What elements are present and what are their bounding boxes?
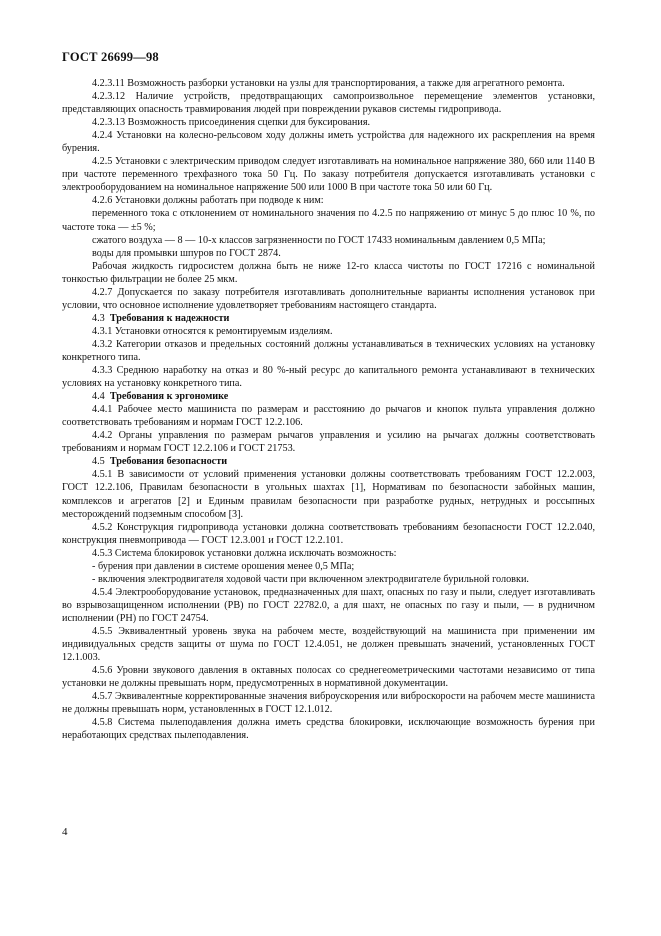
paragraph: 4.2.7 Допускается по заказу потребителя изготавливать дополнительные варианты исполнения установок при условии, что основное исполнение удовлетворяет требованиям настоящего стандарта. — [62, 286, 595, 311]
section-heading — [62, 455, 595, 468]
paragraph: воды для промывки шпуров по ГОСТ 2874. — [92, 247, 281, 259]
paragraph: Рабочая жидкость гидросистем должна быть не ниже 12-го класса чистоты по ГОСТ 17216 с номинальной тонкостью фильтрации не более 25 мкм. — [62, 260, 595, 285]
paragraph: 4.3.3 Среднюю наработку на отказ и 80 %-ный ресурс до капитального ремонта устанавливают в технических условиях на установку конкретного типа. — [62, 365, 595, 390]
paragraph: 4.2.5 Установки с электрическим приводом следует изготавливать на номинальное напряжение 380, 660 или 1140 В при частоте переменного трехфазного тока 50 Гц. По заказу потребителя допускается изготавливать установки с электрооборудованием на номинальное напряжение 500 или 1000 В при частоте тока 50 или 60 Гц. — [62, 156, 595, 194]
section-title: Требования безопасности — [109, 456, 228, 468]
section-heading — [62, 390, 595, 403]
section-title: Требования к надежности — [109, 312, 230, 324]
section-number: 4.5 — [92, 456, 105, 468]
paragraph: 4.2.3.11 Возможность разборки установки на узлы для транспортирования, а также для агрегатного ремонта. — [92, 78, 565, 89]
section-number: 4.4 — [92, 391, 105, 403]
paragraph: 4.2.6 Установки должны работать при подводе к ним: — [92, 195, 324, 207]
paragraph: переменного тока с отклонением от номинального значения по 4.2.5 по напряжению от минус 5 до плюс 10 %, по частоте тока — ±5 %; — [62, 208, 595, 233]
paragraph: 4.5.2 Конструкция гидропривода установки должна соответствовать требованиям безопасности ГОСТ 12.2.040, конструкция пневмопривода — ГОСТ 12.3.001 и ГОСТ 12.2.101. — [62, 521, 595, 546]
paragraph: 4.5.3 Система блокировок установки должна исключать возможность: — [92, 547, 397, 559]
paragraph: 4.2.4 Установки на колесно-рельсовом ходу должны иметь устройства для надежного их раскрепления на время бурения. — [62, 130, 595, 155]
paragraph: 4.3.1 Установки относятся к ремонтируемым изделиям. — [92, 325, 333, 337]
page-number: 4 — [62, 826, 68, 838]
section-title: Требования к эргономике — [109, 391, 229, 403]
paragraph: сжатого воздуха — 8 — 10-х классов загрязненности по ГОСТ 17433 номинальным давлением 0,5 МПа; — [92, 234, 546, 246]
paragraph: 4.3.2 Категории отказов и предельных состояний должны устанавливаться в технических условиях на установку конкретного типа. — [62, 338, 595, 363]
document-body — [62, 77, 595, 742]
paragraph: - бурения при давлении в системе орошения менее 0,5 МПа; — [92, 560, 355, 572]
paragraph: - включения электродвигателя ходовой части при включенном электродвигателе бурильной головки. — [92, 573, 529, 585]
paragraph: 4.5.5 Эквивалентный уровень звука на рабочем месте, воздействующий на машиниста при применении им индивидуальных средств защиты от шума по ГОСТ 12.4.051, не должен превышать значений, установленных ГОСТ 12.1.003. — [62, 625, 595, 664]
paragraph: 4.2.3.13 Возможность присоединения сцепки для буксирования. — [92, 117, 371, 129]
paragraph: 4.2.3.12 Наличие устройств, предотвращающих самопроизвольное перемещение элементов установки, представляющих опасность травмирования людей при повреждении рукавов системы гидропривода. — [62, 91, 595, 116]
paragraph: 4.4.2 Органы управления по размерам рычагов управления и усилию на рычагах должны соответствовать требованиям и нормам ГОСТ 12.2.106 и ГОСТ 21753. — [62, 430, 595, 455]
section-heading — [62, 312, 595, 325]
paragraph: 4.5.8 Система пылеподавления должна иметь средства блокировки, исключающие возможность бурения при неработающих средствах пылеподавления. — [62, 717, 595, 742]
paragraph: 4.4.1 Рабочее место машиниста по размерам и расстоянию до рычагов и кнопок пульта управления должно соответствовать требованиям и нормам ГОСТ 12.2.106. — [62, 404, 595, 429]
paragraph: 4.5.4 Электрооборудование установок, предназначенных для шахт, опасных по газу и пыли, следует изготавливать во взрывозащищенном исполнении (РВ) по ГОСТ 22782.0, а для шахт, не опасных по газу и пыли, — в рудничном исполнении (РН) по ГОСТ 24754. — [62, 586, 595, 624]
document-header: ГОСТ 26699—98 — [62, 50, 159, 64]
paragraph: 4.5.1 В зависимости от условий применения установки должны соответствовать требованиям ГОСТ 12.2.003, ГОСТ 12.2.106, Правилам безопасности в угольных шахтах [1], Нормативам по безопасности забойных машин, комплексов и агрегатов [2] и Единым правилам безопасности при разработке рудных, нетрудных и россыпных месторождений подземным способом [3]. — [62, 469, 595, 520]
paragraph: 4.5.7 Эквивалентные корректированные значения виброускорения или виброскорости на рабочем месте машиниста не должны превышать норм, установленных в ГОСТ 12.1.012. — [62, 691, 595, 716]
paragraph: 4.5.6 Уровни звукового давления в октавных полосах со среднегеометрическими частотами независимо от типа установки не должны превышать норм, предусмотренных в нормативной документации. — [62, 665, 595, 690]
section-number: 4.3 — [92, 312, 105, 324]
